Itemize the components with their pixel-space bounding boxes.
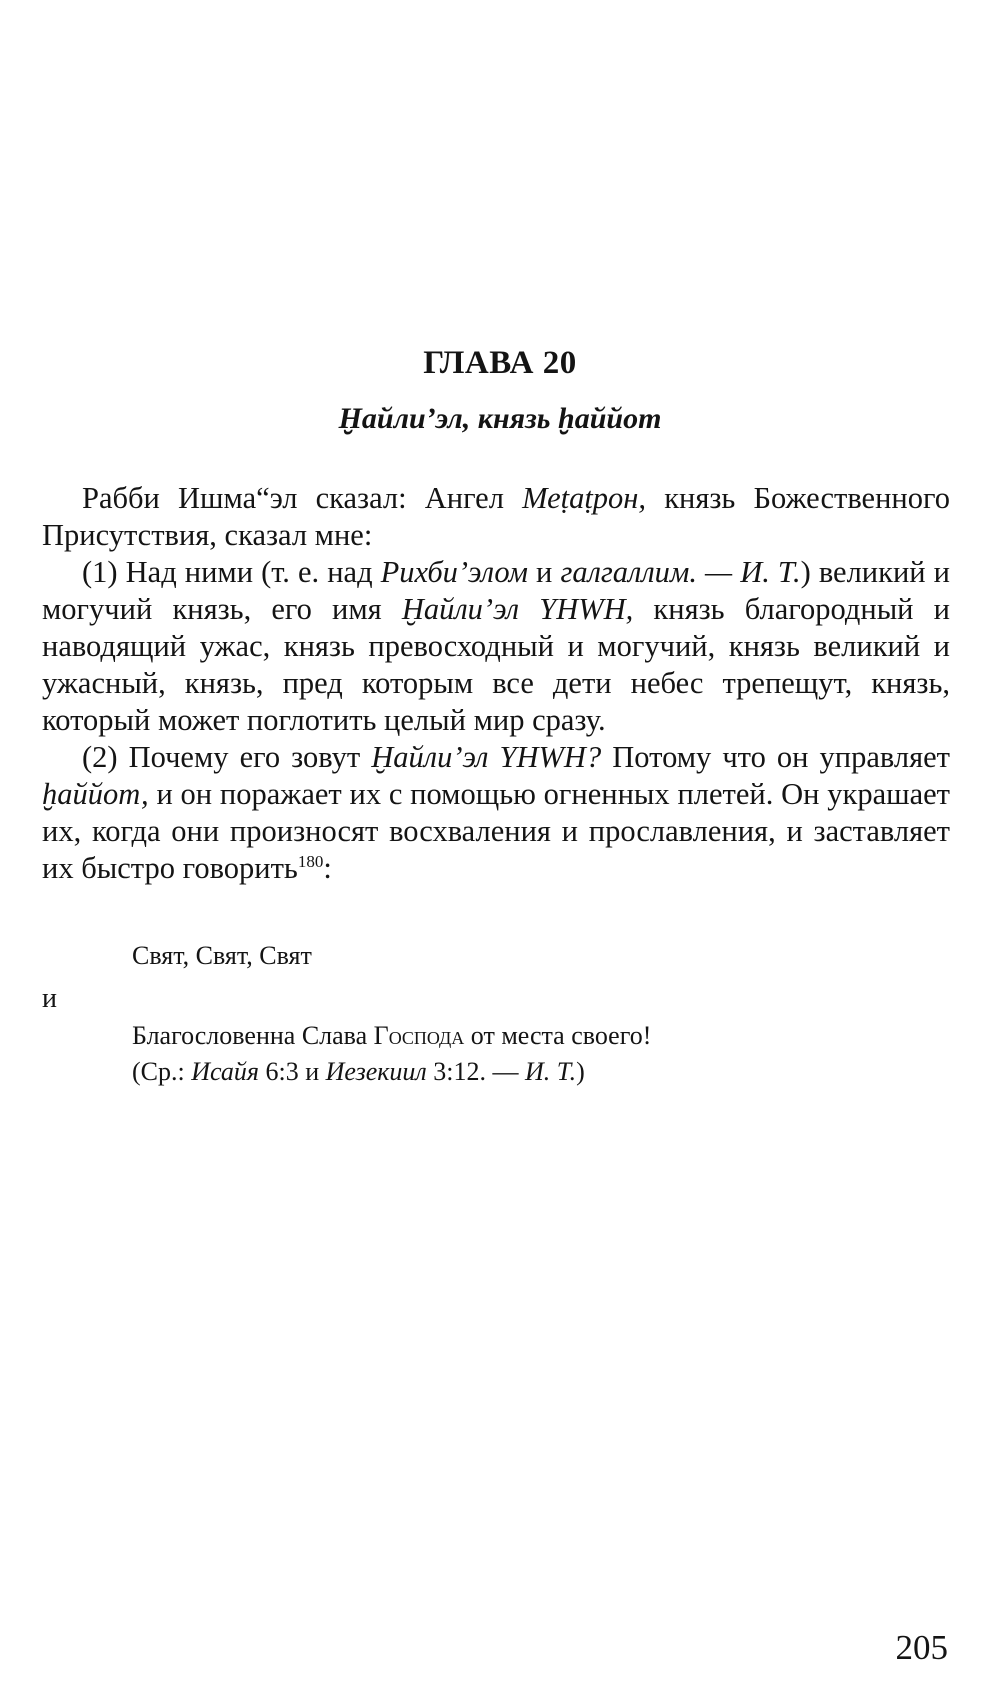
chapter-title: ГЛАВА 20 [423,345,577,381]
page-number: 205 [895,1628,948,1667]
translator-note: И. Т. [525,1057,577,1086]
verse-holy: Свят, Свят, Свят [132,941,312,970]
text-run: и [527,555,561,589]
text-run: Рабби Ишма“эл сказал: Ангел [82,481,523,515]
divine-name: Господа [373,1021,465,1050]
chapter-subtitle: Ḫайли’эл, князь ḫаййот [338,402,662,435]
text-run: Благословенна Слава [132,1021,374,1050]
verse-blessed [132,1018,651,1054]
name-hayliel: Ḫайли’эл YHWH, [401,592,634,626]
name-hayliel: Ḫайли’эл YHWH? [371,740,602,774]
verse-reference [132,1054,585,1090]
name-metatron: Меṭаṭрон, [522,481,647,515]
text-run: и он поражает их с помощью огненных плетей. Он украшает их, когда они произносят восхваления и прославления, и заставляет их быстро говорить [42,777,950,885]
term-galgallim: галгаллим. — И. Т. [560,555,801,589]
paragraph-intro [42,480,950,554]
text-run: 3:12. — [426,1057,525,1086]
ref-isaiah: Исайя [191,1057,259,1086]
ref-ezekiel: Иезекиил [325,1057,427,1086]
body-text [42,480,950,887]
text-run: от места своего! [464,1021,652,1050]
text-run: 6:3 и [258,1057,326,1086]
paragraph-1 [42,554,950,739]
verse-conjunction: и [42,983,57,1014]
name-rikhbiel: Рихби’элом [380,555,528,589]
text-run: (Ср.: [132,1057,192,1086]
term-hayyot: ḫаййот, [42,777,149,811]
footnote-ref[interactable]: 180 [297,851,324,871]
paragraph-2 [42,739,950,887]
text-run: князь благородный и наводящий ужас, князь превосходный и могучий, князь великий и ужасный, князь, пред которым все дети небес трепещут, князь, который может поглотить целый мир сразу. [42,592,950,737]
text-run: Потому что он управляет [601,740,950,774]
text-run: (1) Над ними (т. е. над [82,555,381,589]
text-run: князь Божественного Присутствия, сказал мне: [42,481,950,552]
text-run: ) великий и могучий князь, его имя [42,555,950,626]
text-run: ) [576,1057,585,1086]
text-run: (2) Почему его зовут [82,740,372,774]
text-run: : [323,851,332,885]
